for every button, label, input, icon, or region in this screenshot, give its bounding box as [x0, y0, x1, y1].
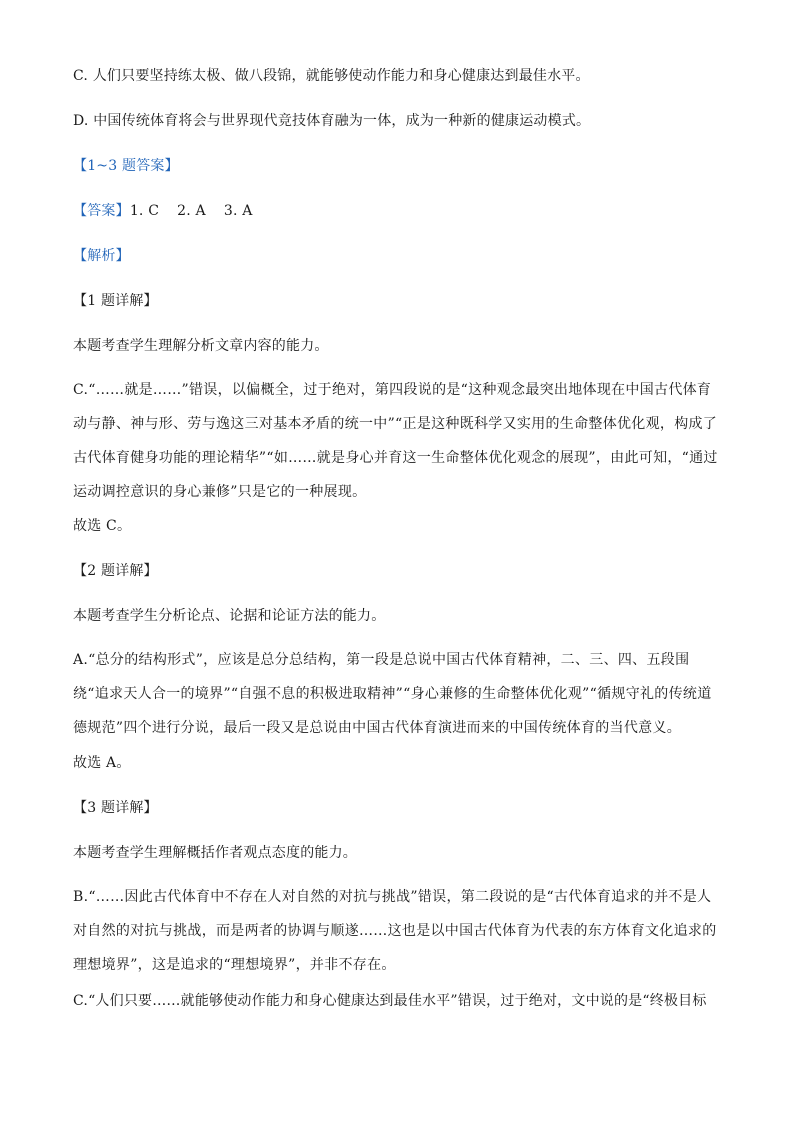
- analysis-heading: 【解析】: [73, 248, 130, 264]
- answer-3: 3. A: [223, 203, 253, 219]
- q2-intro: 本题考查学生分析论点、论据和论证方法的能力。: [73, 608, 386, 624]
- answer-group-heading: 【1~3 题答案】: [73, 158, 179, 174]
- q1-intro: 本题考查学生理解分析文章内容的能力。: [73, 338, 329, 354]
- answer-1: 1. C: [129, 203, 160, 219]
- q3-body-c: C.“人们只要……就能够使动作能力和身心健康达到最佳水平”错误，过于绝对，文中说的是“终极目标: [73, 993, 707, 1009]
- q3-intro: 本题考查学生理解概括作者观点态度的能力。: [73, 845, 357, 861]
- q1-body: C.“……就是……”错误，以偏概全，过于绝对，第四段说的是“这种观念最突出地体现在中国古代体育动与静、神与形、劳与逸这三对基本矛盾的统一中”“正是这种既科学又实用的生命整体优化观，构成了古代体育健身功能的理论精华”“如……就是身心并育这一生命整体优化观念的展现”，由此可知，“通过运动调控意识的身心兼修”只是它的一种展现。: [73, 382, 718, 500]
- q2-heading: 【2 题详解】: [73, 563, 158, 579]
- answer-line: [73, 201, 725, 221]
- q3-heading: 【3 题详解】: [73, 800, 158, 816]
- q1-conclusion: 故选 C。: [73, 518, 132, 534]
- answer-2: 2. A: [177, 203, 206, 219]
- q2-body: A.“总分的结构形式”，应该是总分总结构，第一段是总说中国古代体育精神，二、三、四、五段围绕“追求天人合一的境界”“自强不息的积极进取精神”“身心兼修的生命整体优化观”“循规守礼的传统道德规范”四个进行分说，最后一段又是总说由中国古代体育演进而来的中国传统体育的当代意义。: [73, 652, 712, 736]
- q3-body-b: B.“……因此古代体育中不存在人对自然的对抗与挑战”错误，第二段说的是“古代体育追求的并不是人对自然的对抗与挑战，而是两者的协调与顺遂……这也是以中国古代体育为代表的东方体育文化追求的理想境界”，这是追求的“理想境界”，并非不存在。: [73, 889, 717, 973]
- option-d: D. 中国传统体育将会与世界现代竞技体育融为一体，成为一种新的健康运动模式。: [73, 113, 591, 129]
- answer-label: 【答案】: [73, 203, 130, 219]
- option-c: C. 人们只要坚持练太极、做八段锦，就能够使动作能力和身心健康达到最佳水平。: [73, 68, 590, 84]
- q1-heading: 【1 题详解】: [73, 293, 158, 309]
- q2-conclusion: 故选 A。: [73, 755, 131, 771]
